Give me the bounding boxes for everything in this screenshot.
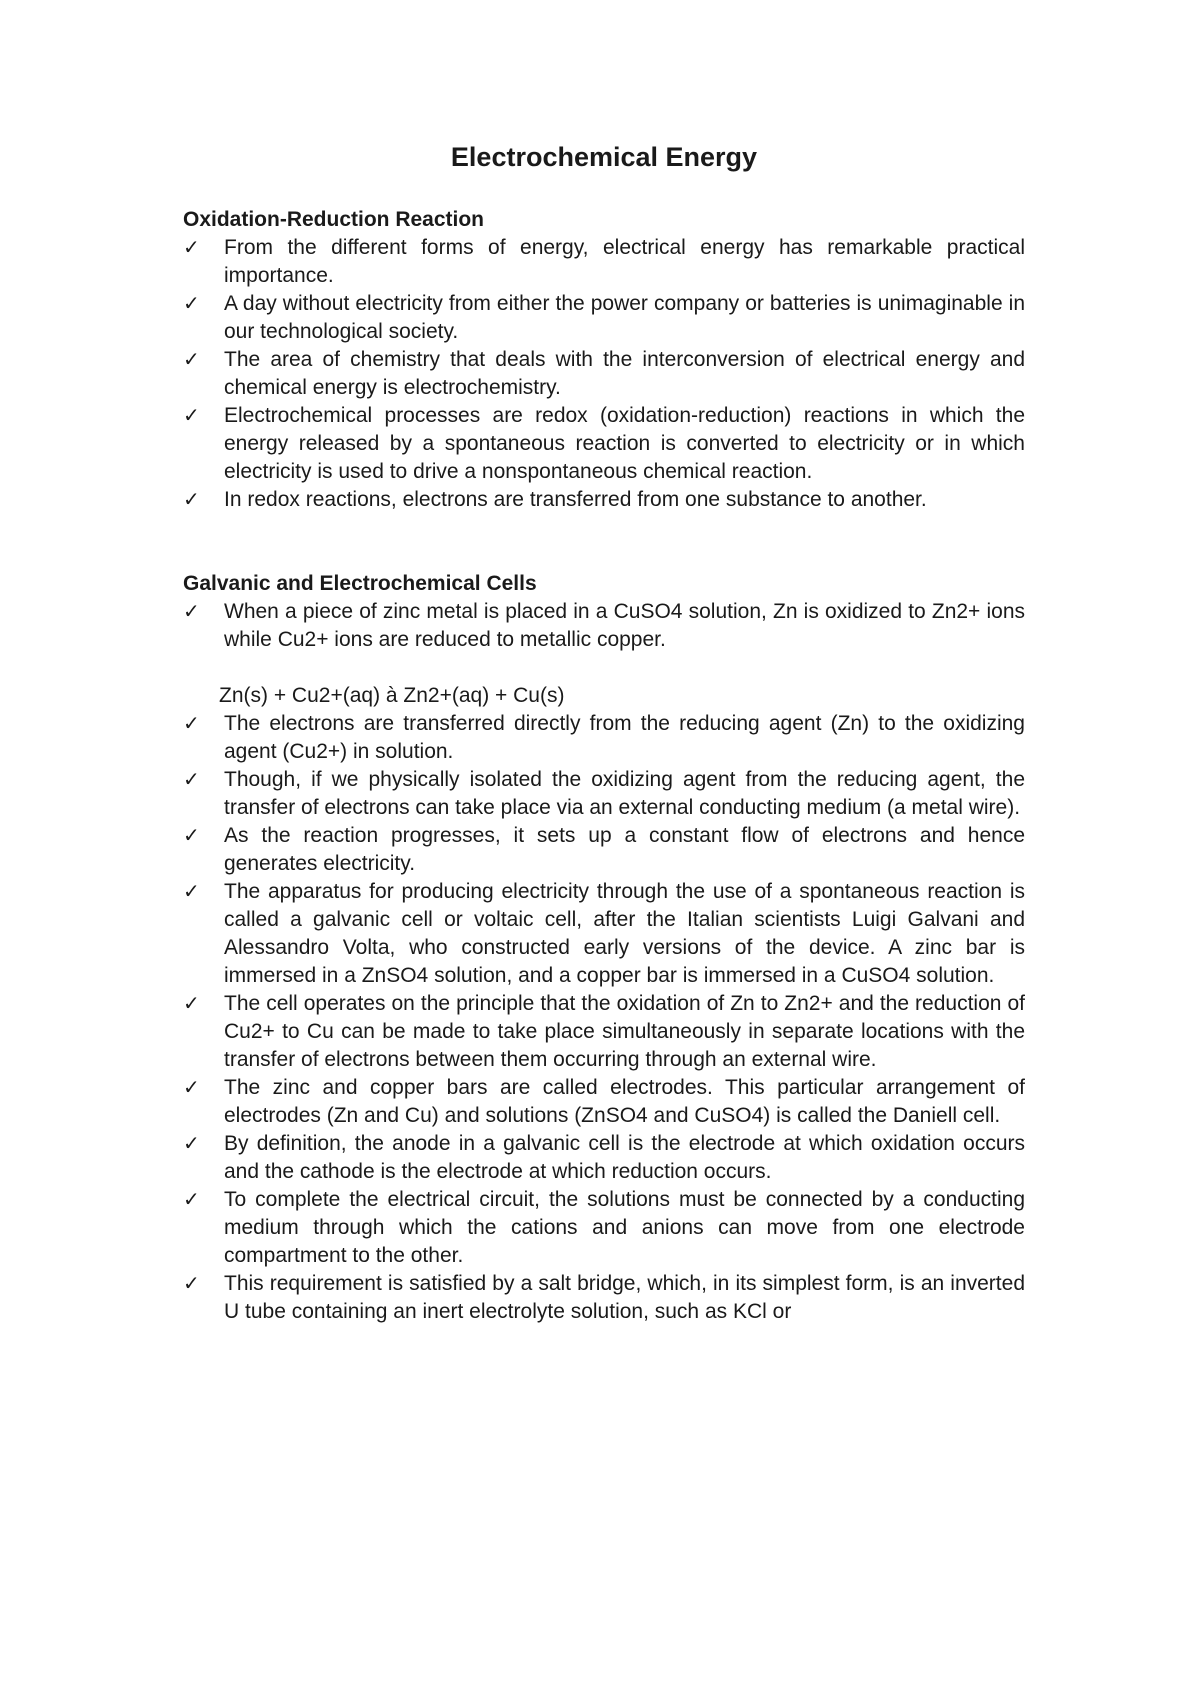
list-item: [183, 402, 1025, 486]
check-icon: ✓: [183, 293, 200, 315]
checklist-oxidation-reduction: [183, 234, 1025, 514]
document-page: [183, 140, 1025, 1326]
list-item: [183, 878, 1025, 990]
list-item-text: The electrons are transferred directly from the reducing agent (Zn) to the oxidizing agent (Cu2+) in solution.: [224, 712, 1025, 763]
list-item: [183, 766, 1025, 822]
check-icon: ✓: [183, 1189, 200, 1211]
list-item-text: This requirement is satisfied by a salt bridge, which, in its simplest form, is an inverted U tube containing an inert electrolyte solution, such as KCl or: [224, 1272, 1025, 1323]
check-icon: ✓: [183, 993, 200, 1015]
page-title: Electrochemical Energy: [450, 142, 758, 172]
check-icon: ✓: [183, 405, 200, 427]
list-item-text: As the reaction progresses, it sets up a constant flow of electrons and hence generates electricity.: [224, 824, 1025, 875]
check-icon: ✓: [183, 601, 200, 623]
list-item: [183, 1130, 1025, 1186]
list-item: [183, 234, 1025, 290]
list-item-text: By definition, the anode in a galvanic cell is the electrode at which oxidation occurs and the cathode is the electrode at which reduction occurs.: [224, 1132, 1025, 1183]
list-item: [183, 290, 1025, 346]
list-item: [183, 1186, 1025, 1270]
list-item-text: In redox reactions, electrons are transferred from one substance to another.: [224, 488, 927, 511]
list-item-text: From the different forms of energy, electrical energy has remarkable practical importance.: [224, 236, 1025, 287]
section-heading-galvanic-cells: Galvanic and Electrochemical Cells: [183, 572, 537, 595]
check-icon: ✓: [183, 881, 200, 903]
check-icon: ✓: [183, 825, 200, 847]
check-icon: ✓: [183, 769, 200, 791]
list-item-text: To complete the electrical circuit, the solutions must be connected by a conducting medium through which the cations and anions can move from one electrode compartment to the other.: [224, 1188, 1025, 1267]
list-item: [183, 710, 1025, 766]
list-item: [183, 990, 1025, 1074]
checklist-galvanic-intro: [183, 598, 1025, 654]
check-icon: ✓: [183, 713, 200, 735]
list-item-text: The zinc and copper bars are called electrodes. This particular arrangement of electrodes (Zn and Cu) and solutions (ZnSO4 and CuSO4) is called the Daniell cell.: [224, 1076, 1025, 1127]
check-icon: ✓: [183, 1273, 200, 1295]
list-item: [183, 598, 1025, 654]
section-spacer: [183, 514, 1025, 570]
list-item-text: Though, if we physically isolated the oxidizing agent from the reducing agent, the transfer of electrons can take place via an external conducting medium (a metal wire).: [224, 768, 1025, 819]
checklist-galvanic-cells: [183, 710, 1025, 1326]
list-item: [183, 822, 1025, 878]
check-icon: ✓: [183, 1133, 200, 1155]
list-item: [183, 486, 1025, 514]
list-item: [183, 346, 1025, 402]
list-item-text: The cell operates on the principle that the oxidation of Zn to Zn2+ and the reduction of Cu2+ to Cu can be made to take place simultaneously in separate locations with the transfer of electrons between them occurring through an external wire.: [224, 992, 1025, 1071]
list-item-text: A day without electricity from either the power company or batteries is unimaginable in our technological society.: [224, 292, 1025, 343]
list-item: [183, 1270, 1025, 1326]
check-icon: ✓: [183, 349, 200, 371]
list-item-text: When a piece of zinc metal is placed in a CuSO4 solution, Zn is oxidized to Zn2+ ions while Cu2+ ions are reduced to metallic copper.: [224, 600, 1025, 651]
list-item-text: The area of chemistry that deals with the interconversion of electrical energy and chemical energy is electrochemistry.: [224, 348, 1025, 399]
list-item: [183, 1074, 1025, 1130]
check-icon: ✓: [183, 489, 200, 511]
reaction-equation: Zn(s) + Cu2+(aq) à Zn2+(aq) + Cu(s): [219, 684, 565, 707]
list-item-text: Electrochemical processes are redox (oxidation-reduction) reactions in which the energy released by a spontaneous reaction is converted to electricity or in which electricity is used to drive a nonspontaneous chemical reaction.: [224, 404, 1025, 483]
list-item-text: The apparatus for producing electricity through the use of a spontaneous reaction is called a galvanic cell or voltaic cell, after the Italian scientists Luigi Galvani and Alessandro Volta, who constructed early versions of the device. A zinc bar is immersed in a ZnSO4 solution, and a copper bar is immersed in a CuSO4 solution.: [224, 880, 1025, 987]
section-heading-oxidation-reduction: Oxidation-Reduction Reaction: [183, 208, 485, 231]
check-icon: ✓: [183, 1077, 200, 1099]
check-icon: ✓: [183, 237, 200, 259]
